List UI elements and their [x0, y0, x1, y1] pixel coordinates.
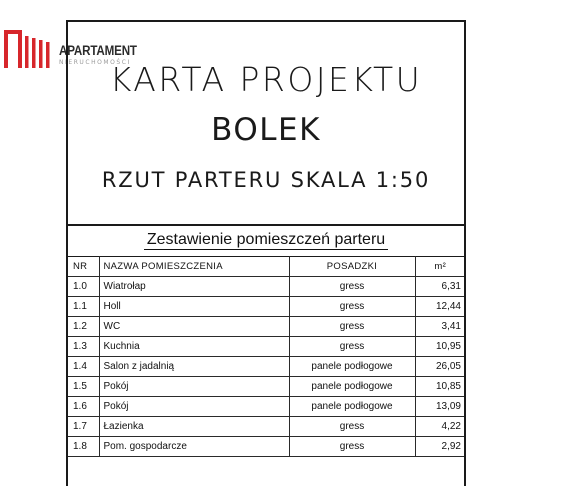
room-name: Salon z jadalnią: [99, 357, 289, 377]
room-name: Holl: [99, 297, 289, 317]
room-nr: 1.4: [68, 357, 99, 377]
project-name: BOLEK: [211, 112, 321, 148]
room-nr: 1.5: [68, 377, 99, 397]
header-flooring: POSADZKI: [289, 257, 415, 277]
room-area: 10,85: [415, 377, 464, 397]
table-row: [68, 377, 464, 397]
room-area: 6,31: [415, 277, 464, 297]
room-nr: 1.7: [68, 417, 99, 437]
logo-brand-text: APARTAMENT: [59, 43, 137, 58]
room-flooring: gress: [289, 337, 415, 357]
project-title-block: [66, 20, 466, 226]
room-name: Pokój: [99, 397, 289, 417]
room-flooring: gress: [289, 417, 415, 437]
drawing-scale-title: RZUT PARTERU SKALA 1:50: [101, 168, 431, 192]
table-row: [68, 437, 464, 457]
room-nr: 1.2: [68, 317, 99, 337]
room-flooring: gress: [289, 297, 415, 317]
room-flooring: panele podłogowe: [289, 377, 415, 397]
room-flooring: panele podłogowe: [289, 357, 415, 377]
room-area: 13,09: [415, 397, 464, 417]
room-area: 26,05: [415, 357, 464, 377]
table-row: [68, 417, 464, 437]
room-flooring: gress: [289, 317, 415, 337]
room-flooring: gress: [289, 277, 415, 297]
schedule-title: [68, 231, 464, 249]
room-name: Pom. gospodarcze: [99, 437, 289, 457]
table-row: [68, 337, 464, 357]
table-header-row: [68, 257, 464, 277]
room-area: 12,44: [415, 297, 464, 317]
rooms-table: [68, 256, 464, 457]
table-row: [68, 297, 464, 317]
room-name: Pokój: [99, 377, 289, 397]
room-name: Wiatrołap: [99, 277, 289, 297]
room-schedule: [66, 226, 466, 486]
logo-mark-icon: [4, 28, 54, 70]
room-nr: 1.6: [68, 397, 99, 417]
room-nr: 1.1: [68, 297, 99, 317]
header-room-name: NAZWA POMIESZCZENIA: [99, 257, 289, 277]
room-name: Łazienka: [99, 417, 289, 437]
room-nr: 1.3: [68, 337, 99, 357]
header-nr: NR: [68, 257, 99, 277]
project-card-title: KARTA PROJEKTU: [109, 60, 423, 99]
table-row: [68, 277, 464, 297]
room-area: 10,95: [415, 337, 464, 357]
room-nr: 1.8: [68, 437, 99, 457]
table-row: [68, 317, 464, 337]
room-flooring: gress: [289, 437, 415, 457]
room-flooring: panele podłogowe: [289, 397, 415, 417]
room-area: 3,41: [415, 317, 464, 337]
room-area: 4,22: [415, 417, 464, 437]
header-area: m²: [415, 257, 464, 277]
room-nr: 1.0: [68, 277, 99, 297]
room-area: 2,92: [415, 437, 464, 457]
table-row: [68, 357, 464, 377]
table-row: [68, 397, 464, 417]
schedule-title-text: Zestawienie pomieszczeń parteru: [144, 231, 388, 250]
logo-sub-text: NIERUCHOMOŚCI: [59, 59, 131, 66]
room-name: WC: [99, 317, 289, 337]
room-name: Kuchnia: [99, 337, 289, 357]
